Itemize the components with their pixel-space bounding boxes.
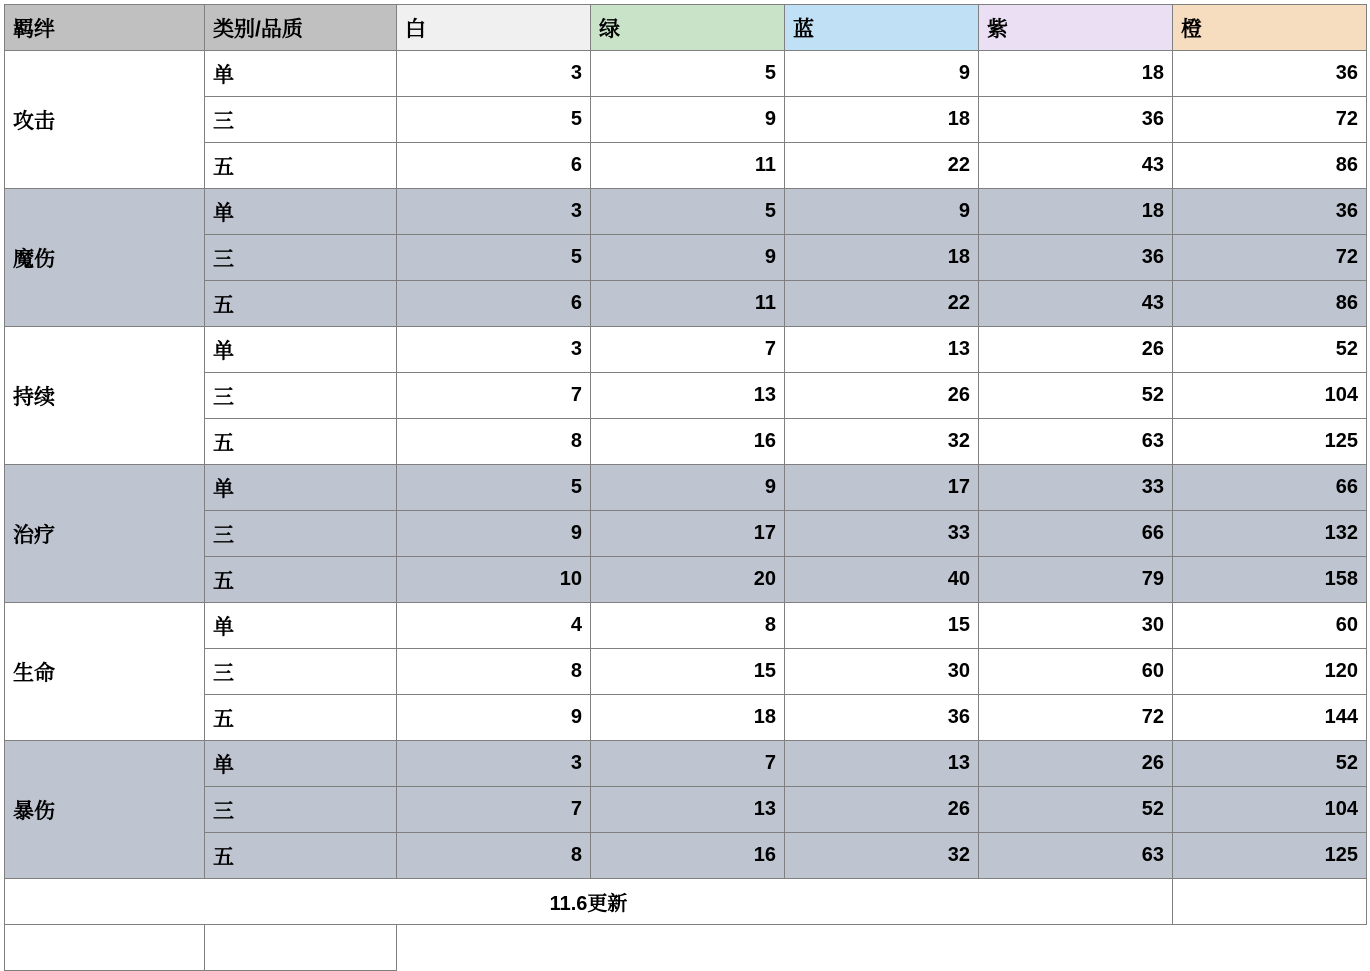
value-orange: 36 <box>1173 189 1367 235</box>
value-blue: 32 <box>785 833 979 879</box>
value-purple: 52 <box>979 787 1173 833</box>
tier-label: 五 <box>205 281 397 327</box>
value-white: 9 <box>397 695 591 741</box>
value-orange: 72 <box>1173 235 1367 281</box>
value-green: 20 <box>591 557 785 603</box>
value-orange: 125 <box>1173 419 1367 465</box>
table-row <box>5 695 1367 741</box>
value-orange: 144 <box>1173 695 1367 741</box>
table-row <box>5 373 1367 419</box>
table-row <box>5 235 1367 281</box>
value-green: 11 <box>591 281 785 327</box>
tier-label: 单 <box>205 327 397 373</box>
value-purple: 30 <box>979 603 1173 649</box>
value-orange: 158 <box>1173 557 1367 603</box>
value-green: 9 <box>591 235 785 281</box>
value-white: 3 <box>397 51 591 97</box>
value-purple: 43 <box>979 143 1173 189</box>
column-header-green: 绿 <box>591 5 785 51</box>
value-green: 16 <box>591 419 785 465</box>
value-white: 7 <box>397 373 591 419</box>
value-purple: 33 <box>979 465 1173 511</box>
value-purple: 36 <box>979 97 1173 143</box>
value-orange: 52 <box>1173 327 1367 373</box>
tail-cell-rest <box>397 925 1367 971</box>
value-white: 5 <box>397 235 591 281</box>
table-row <box>5 189 1367 235</box>
table-header-row <box>5 5 1367 51</box>
tail-cell-1 <box>5 925 205 971</box>
value-green: 5 <box>591 189 785 235</box>
value-purple: 52 <box>979 373 1173 419</box>
table-row <box>5 97 1367 143</box>
value-blue: 9 <box>785 189 979 235</box>
table-tail-row <box>5 925 1367 971</box>
value-blue: 22 <box>785 143 979 189</box>
value-blue: 18 <box>785 97 979 143</box>
value-blue: 36 <box>785 695 979 741</box>
column-header-blue: 蓝 <box>785 5 979 51</box>
table-row <box>5 649 1367 695</box>
value-green: 13 <box>591 373 785 419</box>
value-orange: 36 <box>1173 51 1367 97</box>
value-white: 3 <box>397 741 591 787</box>
value-purple: 36 <box>979 235 1173 281</box>
value-green: 7 <box>591 741 785 787</box>
value-blue: 13 <box>785 327 979 373</box>
tier-label: 三 <box>205 235 397 281</box>
value-orange: 52 <box>1173 741 1367 787</box>
value-green: 13 <box>591 787 785 833</box>
value-orange: 104 <box>1173 373 1367 419</box>
tier-label: 五 <box>205 833 397 879</box>
value-orange: 120 <box>1173 649 1367 695</box>
value-purple: 60 <box>979 649 1173 695</box>
value-white: 8 <box>397 419 591 465</box>
value-purple: 18 <box>979 51 1173 97</box>
value-white: 3 <box>397 327 591 373</box>
value-green: 7 <box>591 327 785 373</box>
value-white: 4 <box>397 603 591 649</box>
table-row <box>5 465 1367 511</box>
value-purple: 26 <box>979 327 1173 373</box>
value-purple: 43 <box>979 281 1173 327</box>
value-orange: 104 <box>1173 787 1367 833</box>
value-purple: 63 <box>979 419 1173 465</box>
group-label: 魔伤 <box>5 189 205 327</box>
value-blue: 17 <box>785 465 979 511</box>
value-purple: 63 <box>979 833 1173 879</box>
column-header-category: 类别/品质 <box>205 5 397 51</box>
column-header-purple: 紫 <box>979 5 1173 51</box>
value-orange: 60 <box>1173 603 1367 649</box>
group-label: 生命 <box>5 603 205 741</box>
tier-label: 三 <box>205 787 397 833</box>
tier-label: 三 <box>205 649 397 695</box>
value-orange: 86 <box>1173 143 1367 189</box>
value-orange: 72 <box>1173 97 1367 143</box>
tier-label: 单 <box>205 465 397 511</box>
value-orange: 132 <box>1173 511 1367 557</box>
tier-label: 单 <box>205 603 397 649</box>
value-orange: 86 <box>1173 281 1367 327</box>
table-row <box>5 833 1367 879</box>
tier-label: 单 <box>205 189 397 235</box>
table-row <box>5 787 1367 833</box>
tier-label: 五 <box>205 557 397 603</box>
value-purple: 72 <box>979 695 1173 741</box>
value-orange: 125 <box>1173 833 1367 879</box>
value-green: 5 <box>591 51 785 97</box>
table-row <box>5 557 1367 603</box>
value-blue: 30 <box>785 649 979 695</box>
value-white: 10 <box>397 557 591 603</box>
tier-label: 五 <box>205 143 397 189</box>
value-purple: 18 <box>979 189 1173 235</box>
value-green: 18 <box>591 695 785 741</box>
value-white: 8 <box>397 649 591 695</box>
value-green: 15 <box>591 649 785 695</box>
value-blue: 15 <box>785 603 979 649</box>
value-blue: 33 <box>785 511 979 557</box>
value-white: 5 <box>397 465 591 511</box>
tier-label: 单 <box>205 741 397 787</box>
footer-empty-cell <box>1173 879 1367 925</box>
value-white: 6 <box>397 143 591 189</box>
table-row <box>5 327 1367 373</box>
tier-label: 三 <box>205 373 397 419</box>
value-white: 9 <box>397 511 591 557</box>
tier-label: 单 <box>205 51 397 97</box>
group-label: 持续 <box>5 327 205 465</box>
table-row <box>5 143 1367 189</box>
column-header-orange: 橙 <box>1173 5 1367 51</box>
value-green: 9 <box>591 97 785 143</box>
table-row <box>5 281 1367 327</box>
table-row <box>5 603 1367 649</box>
tier-label: 三 <box>205 511 397 557</box>
value-green: 17 <box>591 511 785 557</box>
value-white: 3 <box>397 189 591 235</box>
value-blue: 9 <box>785 51 979 97</box>
bond-stats-table <box>4 4 1367 971</box>
value-purple: 79 <box>979 557 1173 603</box>
column-header-white: 白 <box>397 5 591 51</box>
table-row <box>5 741 1367 787</box>
tail-cell-2 <box>205 925 397 971</box>
table-row <box>5 419 1367 465</box>
group-label: 治疗 <box>5 465 205 603</box>
tier-label: 五 <box>205 695 397 741</box>
value-green: 11 <box>591 143 785 189</box>
value-white: 5 <box>397 97 591 143</box>
table-row <box>5 51 1367 97</box>
value-purple: 26 <box>979 741 1173 787</box>
table-footer-row <box>5 879 1367 925</box>
update-note: 11.6更新 <box>5 879 1173 925</box>
value-green: 8 <box>591 603 785 649</box>
value-blue: 32 <box>785 419 979 465</box>
value-green: 16 <box>591 833 785 879</box>
column-header-bond: 羁绊 <box>5 5 205 51</box>
value-blue: 18 <box>785 235 979 281</box>
value-white: 6 <box>397 281 591 327</box>
group-label: 暴伤 <box>5 741 205 879</box>
value-blue: 22 <box>785 281 979 327</box>
value-blue: 26 <box>785 787 979 833</box>
value-blue: 13 <box>785 741 979 787</box>
value-white: 8 <box>397 833 591 879</box>
value-white: 7 <box>397 787 591 833</box>
value-blue: 26 <box>785 373 979 419</box>
tier-label: 三 <box>205 97 397 143</box>
table-row <box>5 511 1367 557</box>
value-orange: 66 <box>1173 465 1367 511</box>
value-blue: 40 <box>785 557 979 603</box>
tier-label: 五 <box>205 419 397 465</box>
value-purple: 66 <box>979 511 1173 557</box>
group-label: 攻击 <box>5 51 205 189</box>
value-green: 9 <box>591 465 785 511</box>
